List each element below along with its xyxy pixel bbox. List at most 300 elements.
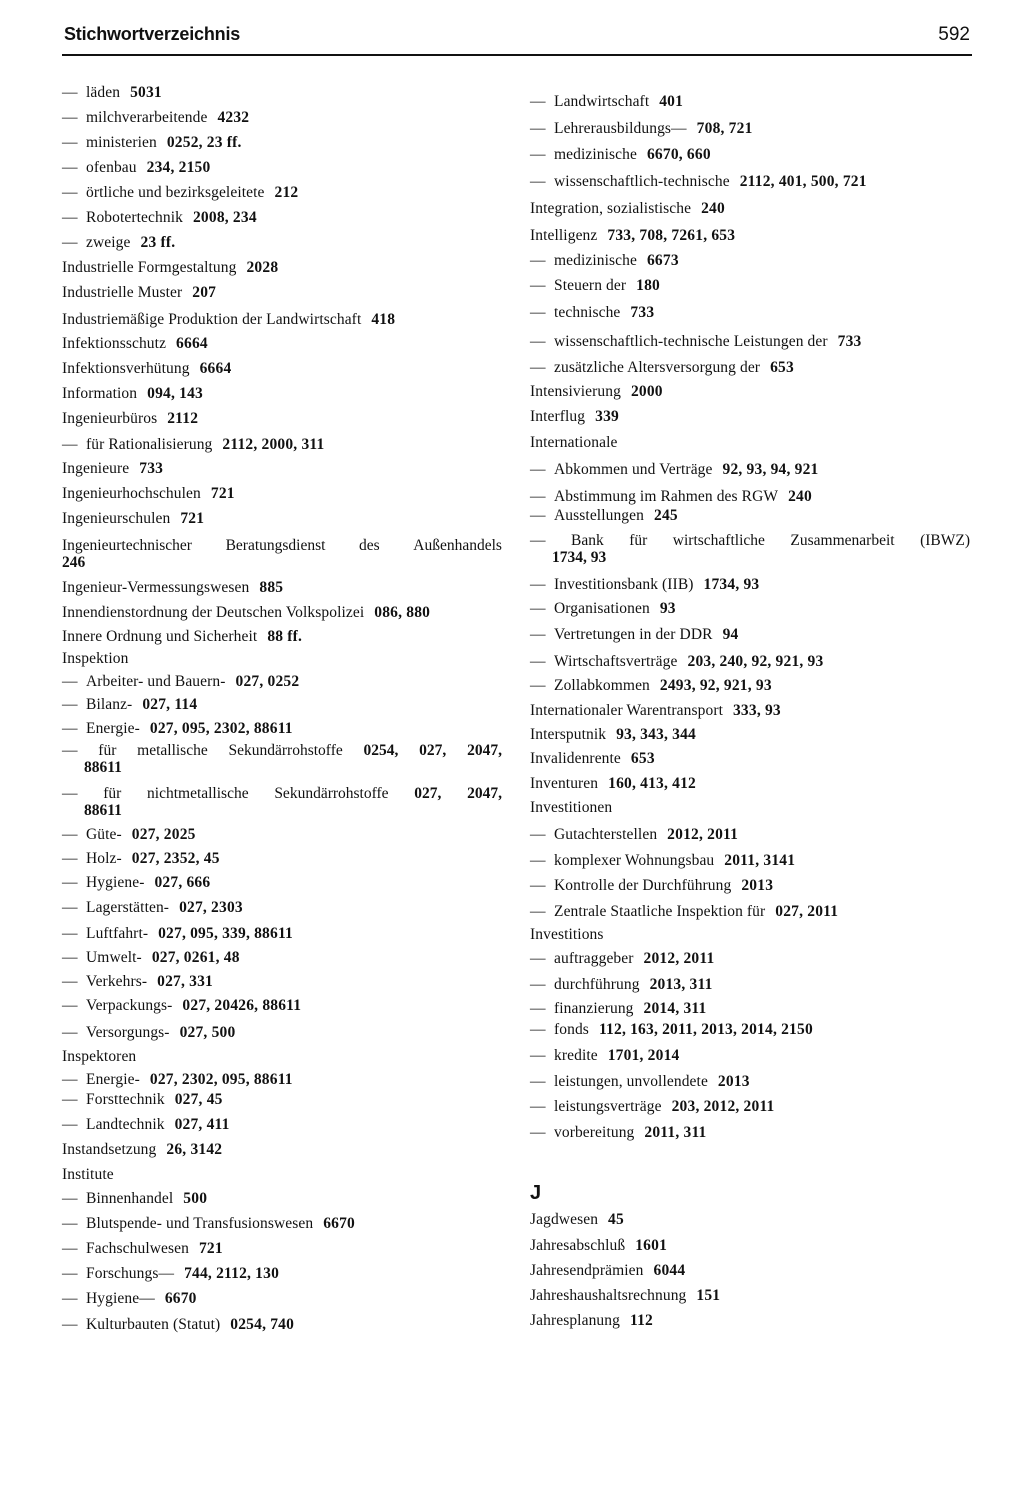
dash: — — [62, 673, 78, 690]
entry-term: Energie- — [86, 1071, 140, 1088]
index-subentry — [530, 359, 794, 376]
index-entry — [62, 510, 204, 527]
entry-ref: 203, 240, 92, 921, 93 — [687, 653, 824, 670]
entry-word: wirtschaftliche — [672, 532, 765, 549]
dash: — — [530, 507, 546, 524]
entry-term: Energie- — [86, 720, 140, 737]
entry-ref: 212 — [274, 184, 299, 201]
entry-term: örtliche und bezirksgeleitete — [86, 184, 265, 201]
dash: — — [62, 1071, 78, 1088]
index-subentry — [530, 950, 714, 967]
entry-ref: 653 — [770, 359, 794, 376]
entry-term: Forsttechnik — [86, 1091, 165, 1108]
entry-ref: 027, 2011 — [775, 903, 839, 920]
entry-ref: 027, 114 — [142, 696, 198, 713]
dash: — — [530, 1098, 546, 1115]
index-subentry — [62, 1071, 293, 1088]
dash: — — [62, 1024, 78, 1041]
index-subentry — [62, 1215, 355, 1232]
entry-ref: 0252, 23 ff. — [166, 134, 242, 151]
entry-ref: 240 — [701, 200, 725, 217]
dash: — — [530, 333, 546, 350]
index-entry — [530, 383, 663, 400]
index-subentry — [62, 436, 324, 453]
entry-ref: 027, 411 — [174, 1116, 230, 1133]
index-subentry — [530, 1073, 750, 1090]
entry-ref: 23 ff. — [140, 234, 176, 251]
entry-term: Ingenieurbüros — [62, 410, 158, 427]
index-subentry — [530, 146, 711, 163]
index-subentry — [530, 461, 819, 478]
index-subentry — [530, 507, 678, 524]
entry-ref: 240 — [788, 488, 812, 505]
entry-ref: 92, 93, 94, 921 — [722, 461, 819, 478]
entry-ref: 2011, 3141 — [724, 852, 796, 869]
entry-ref: 0254, 740 — [230, 1316, 295, 1333]
entry-term: Ingenieure — [62, 460, 130, 477]
index-subentry — [62, 1091, 223, 1108]
entry-ref: 2013 — [741, 877, 774, 894]
entry-term: Instandsetzung — [62, 1141, 157, 1158]
entry-ref: 500 — [183, 1190, 208, 1207]
index-subentry — [530, 626, 738, 643]
entry-term: Inspektion — [62, 650, 129, 667]
index-subentry — [530, 653, 823, 670]
entry-term: vorbereitung — [554, 1124, 635, 1141]
entry-term: Innendienstordnung der Deutschen Volkspolizei — [62, 604, 365, 621]
index-subentry — [530, 532, 970, 566]
entry-term: Jahresendprämien — [530, 1262, 644, 1279]
entry-term: Hygiene— — [86, 1290, 155, 1307]
entry-term: Ingenieurhochschulen — [62, 485, 201, 502]
entry-ref: 027, 2303 — [179, 899, 243, 916]
dash: — — [62, 925, 78, 942]
entry-ref: 6044 — [653, 1262, 686, 1279]
entry-word: Sekundärrohstoffe — [274, 785, 389, 802]
dash: — — [530, 576, 546, 593]
entry-word: Beratungsdienst — [225, 537, 326, 554]
dash: — — [62, 696, 78, 713]
dash: — — [62, 850, 78, 867]
index-subentry — [530, 1021, 813, 1038]
entry-ref: 027, 095, 339, 88611 — [158, 925, 294, 942]
dash: — — [62, 720, 78, 737]
entry-ref: 6670 — [164, 1290, 197, 1307]
entry-term: Jahreshaushaltsrechnung — [530, 1287, 687, 1304]
index-subentry — [530, 333, 862, 350]
entry-ref: 26, 3142 — [166, 1141, 223, 1158]
entry-ref: 086, 880 — [374, 604, 431, 621]
entry-ref: 2012, 2011 — [667, 826, 739, 843]
entry-word: 027, — [414, 785, 442, 802]
entry-term: technische — [554, 304, 621, 321]
index-entry — [530, 408, 619, 425]
entry-word: 2047, — [467, 785, 502, 802]
entry-term: Arbeiter- und Bauern- — [86, 673, 226, 690]
index-entry — [530, 434, 617, 451]
right-column — [512, 0, 1024, 1485]
index-entry — [530, 1211, 624, 1228]
entry-term: Lehrerausbildungs— — [554, 120, 687, 137]
entry-term: Ingenieur-Vermessungswesen — [62, 579, 250, 596]
dash: — — [530, 461, 546, 478]
entry-term: Infektionsschutz — [62, 335, 167, 352]
entry-term: Integration, sozialistische — [530, 200, 692, 217]
index-subentry — [530, 877, 773, 894]
entry-term: Blutspende- und Transfusionswesen — [86, 1215, 314, 1232]
entry-ref: 112 — [629, 1312, 653, 1329]
dash: — — [62, 436, 78, 453]
entry-term: Internationaler Warentransport — [530, 702, 723, 719]
entry-ref: 2013, 311 — [649, 976, 713, 993]
dash: — — [530, 826, 546, 843]
index-subentry — [62, 997, 301, 1014]
index-subentry — [62, 84, 162, 101]
entry-word: für — [98, 742, 117, 759]
entry-ref: 246 — [62, 554, 86, 571]
entry-term: Hygiene- — [86, 874, 145, 891]
index-subentry — [530, 1000, 706, 1017]
index-subentry — [62, 673, 299, 690]
entry-term: Information — [62, 385, 138, 402]
index-subentry — [62, 134, 242, 151]
entry-term: läden — [86, 84, 121, 101]
index-subentry — [62, 109, 249, 126]
entry-ref: 5031 — [130, 84, 162, 101]
entry-ref: 653 — [630, 750, 655, 767]
entry-term: Interflug — [530, 408, 586, 425]
dash: — — [62, 134, 78, 151]
entry-term: ofenbau — [86, 159, 137, 176]
entry-ref: 733 — [139, 460, 164, 477]
index-subentry — [530, 93, 683, 110]
index-entry — [62, 579, 283, 596]
entry-ref: 2112, 401, 500, 721 — [739, 173, 867, 190]
entry-ref: 4232 — [217, 109, 250, 126]
entry-term: Jagdwesen — [530, 1211, 599, 1228]
entry-term: Verkehrs- — [86, 973, 148, 990]
index-subentry — [62, 973, 213, 990]
entry-term: Infektionsverhütung — [62, 360, 190, 377]
entry-term: wissenschaftlich-technische Leistungen der — [554, 333, 828, 350]
entry-ref: 2493, 92, 921, 93 — [659, 677, 772, 694]
entry-ref: 027, 331 — [157, 973, 214, 990]
entry-word: 0254, — [363, 742, 399, 759]
index-entry — [62, 360, 231, 377]
entry-ref: 733 — [630, 304, 655, 321]
entry-ref: 027, 0252 — [235, 673, 300, 690]
index-entry — [62, 650, 128, 667]
dash: — — [530, 677, 546, 694]
entry-ref: 88611 — [84, 759, 122, 776]
entry-ref: 027, 500 — [179, 1024, 236, 1041]
dash: — — [530, 1073, 546, 1090]
dash: — — [62, 1116, 78, 1133]
dash: — — [530, 626, 546, 643]
entry-ref: 2112 — [167, 410, 199, 427]
entry-ref: 2000 — [630, 383, 663, 400]
index-entry — [62, 628, 302, 645]
entry-term: Versorgungs- — [86, 1024, 170, 1041]
dash: — — [530, 488, 546, 505]
entry-term: Bilanz- — [86, 696, 133, 713]
index-entry — [62, 1141, 222, 1158]
index-subentry — [62, 1190, 207, 1207]
entry-term: finanzierung — [554, 1000, 634, 1017]
entry-term: Steuern der — [554, 277, 627, 294]
entry-ref: 094, 143 — [147, 385, 203, 402]
entry-ref: 234, 2150 — [146, 159, 211, 176]
entry-term: Kontrolle der Durchführung — [554, 877, 732, 894]
index-entry — [62, 335, 208, 352]
entry-term: Organisationen — [554, 600, 650, 617]
entry-ref: 333, 93 — [732, 702, 781, 719]
dash: — — [62, 973, 78, 990]
dash: — — [62, 1265, 78, 1282]
entry-ref: 93, 343, 344 — [616, 726, 697, 743]
entry-term: Investitions — [530, 926, 604, 943]
entry-ref: 721 — [180, 510, 205, 527]
dash: — — [62, 209, 78, 226]
entry-term: kredite — [554, 1047, 598, 1064]
entry-term: Gutachterstellen — [554, 826, 658, 843]
index-subentry — [62, 899, 243, 916]
dash: — — [530, 600, 546, 617]
entry-word: metallische — [137, 742, 208, 759]
entry-term: durchführung — [554, 976, 640, 993]
index-entry — [530, 750, 655, 767]
dash: — — [62, 184, 78, 201]
index-entry — [62, 1166, 114, 1183]
dash: — — [62, 159, 78, 176]
index-entry — [62, 1048, 136, 1065]
index-entry — [62, 460, 163, 477]
section-letter: J — [530, 1182, 542, 1204]
entry-ref: 88611 — [84, 802, 122, 819]
entry-term: Landtechnik — [86, 1116, 165, 1133]
index-subentry — [62, 720, 293, 737]
entry-term: Landwirtschaft — [554, 93, 650, 110]
entry-word: für — [103, 785, 122, 802]
index-entry — [530, 1237, 667, 1254]
index-subentry — [530, 903, 838, 920]
entry-term: Institute — [62, 1166, 114, 1183]
index-subentry — [62, 1024, 235, 1041]
index-subentry — [530, 120, 753, 137]
entry-ref: 2112, 2000, 311 — [222, 436, 325, 453]
index-subentry — [62, 850, 220, 867]
dash: — — [62, 997, 78, 1014]
dash: — — [530, 976, 546, 993]
entry-word: Sekundärrohstoffe — [228, 742, 343, 759]
entry-word: des — [359, 537, 380, 554]
entry-ref: 027, 666 — [154, 874, 211, 891]
entry-word: nichtmetallische — [147, 785, 249, 802]
entry-ref: 027, 2352, 45 — [131, 850, 220, 867]
entry-ref: 2008, 234 — [192, 209, 257, 226]
index-subentry — [530, 304, 654, 321]
index-entry — [530, 1287, 720, 1304]
entry-term: Intelligenz — [530, 227, 598, 244]
entry-ref: 1701, 2014 — [607, 1047, 680, 1064]
dash: — — [62, 949, 78, 966]
entry-ref: 733 — [837, 333, 862, 350]
index-subentry — [530, 173, 867, 190]
entry-ref: 027, 0261, 48 — [151, 949, 240, 966]
index-subentry — [530, 600, 676, 617]
dash: — — [62, 1091, 78, 1108]
entry-ref: 2012, 2011 — [643, 950, 715, 967]
entry-ref: 1601 — [635, 1237, 668, 1254]
page-title: Stichwortverzeichnis — [64, 24, 241, 44]
entry-ref: 160, 413, 412 — [608, 775, 696, 792]
index-entry — [62, 311, 395, 328]
entry-term: Abstimmung im Rahmen des RGW — [554, 488, 779, 505]
index-subentry — [62, 925, 293, 942]
entry-ref: 339 — [595, 408, 619, 425]
entry-ref: 885 — [259, 579, 284, 596]
dash: — — [62, 826, 78, 843]
index-entry — [530, 702, 781, 719]
entry-term: ministerien — [86, 134, 157, 151]
entry-word: für — [629, 532, 648, 549]
entry-term: medizinische — [554, 146, 637, 163]
dash: — — [62, 1290, 78, 1307]
entry-ref: 027, 2025 — [131, 826, 196, 843]
entry-ref: 203, 2012, 2011 — [671, 1098, 775, 1115]
page-number: 592 — [938, 24, 970, 45]
index-entry — [530, 926, 604, 943]
dash: — — [530, 146, 546, 163]
entry-ref: 2011, 311 — [644, 1124, 707, 1141]
index-subentry — [530, 976, 713, 993]
index-subentry — [62, 696, 197, 713]
entry-ref: 6664 — [199, 360, 232, 377]
entry-ref: 2014, 311 — [643, 1000, 707, 1017]
entry-ref: 245 — [654, 507, 678, 524]
dash: — — [62, 84, 78, 101]
entry-term: fonds — [554, 1021, 589, 1038]
dash: — — [530, 1124, 546, 1141]
entry-term: Binnenhandel — [86, 1190, 174, 1207]
entry-term: Innere Ordnung und Sicherheit — [62, 628, 258, 645]
entry-term: Industrielle Muster — [62, 284, 183, 301]
entry-ref: 6670 — [323, 1215, 355, 1232]
entry-term: Invalidenrente — [530, 750, 621, 767]
entry-ref: 6664 — [176, 335, 208, 352]
index-entry — [530, 726, 696, 743]
entry-term: für Rationalisierung — [86, 436, 213, 453]
index-subentry — [62, 184, 298, 201]
index-subentry — [62, 1265, 279, 1282]
dash: — — [530, 173, 546, 190]
index-entry — [530, 227, 735, 244]
entry-ref: 721 — [210, 485, 235, 502]
index-entry — [62, 485, 235, 502]
dash: — — [62, 234, 78, 251]
index-subentry — [62, 1290, 197, 1307]
index-entry — [62, 604, 430, 621]
dash: — — [530, 852, 546, 869]
dash: — — [530, 877, 546, 894]
entry-term: Jahresabschluß — [530, 1237, 626, 1254]
entry-term: Industrielle Formgestaltung — [62, 259, 237, 276]
entry-ref: 401 — [659, 93, 684, 110]
entry-term: Robotertechnik — [86, 209, 183, 226]
entry-term: Güte- — [86, 826, 122, 843]
entry-word: — — [62, 742, 78, 759]
index-subentry — [530, 1098, 775, 1115]
index-subentry — [62, 1316, 294, 1333]
entry-term: leistungsverträge — [554, 1098, 662, 1115]
dash: — — [62, 1316, 78, 1333]
dash: — — [62, 1240, 78, 1257]
entry-term: Umwelt- — [86, 949, 142, 966]
entry-term: komplexer Wohnungsbau — [554, 852, 715, 869]
entry-term: Vertretungen in der DDR — [554, 626, 713, 643]
entry-term: wissenschaftlich-technische — [554, 173, 730, 190]
index-subentry — [530, 1124, 707, 1141]
entry-term: Zollabkommen — [554, 677, 650, 694]
index-subentry — [62, 949, 240, 966]
entry-term: zweige — [86, 234, 131, 251]
index-entry — [530, 1312, 653, 1329]
entry-term: medizinische — [554, 252, 637, 269]
entry-ref: 027, 095, 2302, 88611 — [149, 720, 293, 737]
entry-term: Investitionen — [530, 799, 613, 816]
dash: — — [530, 950, 546, 967]
index-subentry — [62, 785, 502, 819]
entry-ref: 708, 721 — [696, 120, 753, 137]
dash: — — [530, 304, 546, 321]
dash: — — [62, 109, 78, 126]
dash: — — [530, 903, 546, 920]
index-subentry — [530, 488, 812, 505]
entry-term: leistungen, unvollendete — [554, 1073, 708, 1090]
dash: — — [62, 1190, 78, 1207]
entry-ref: 6670, 660 — [646, 146, 711, 163]
entry-term: Forschungs— — [86, 1265, 175, 1282]
entry-term: Zentrale Staatliche Inspektion für — [554, 903, 766, 920]
entry-ref: 88 ff. — [267, 628, 303, 645]
index-entry — [530, 1262, 685, 1279]
entry-ref: 45 — [608, 1211, 624, 1228]
index-entry — [62, 410, 198, 427]
entry-ref: 93 — [659, 600, 676, 617]
entry-ref: 2013 — [717, 1073, 750, 1090]
index-subentry — [62, 159, 210, 176]
index-entry — [62, 537, 502, 571]
entry-word: — — [530, 532, 546, 549]
entry-word: Ingenieurtechnischer — [62, 537, 192, 554]
entry-term: Luftfahrt- — [86, 925, 149, 942]
index-subentry — [62, 826, 196, 843]
entry-ref: 6673 — [646, 252, 679, 269]
entry-word: — — [62, 785, 78, 802]
dash: — — [530, 1000, 546, 1017]
index-subentry — [530, 1047, 679, 1064]
entry-ref: 2028 — [246, 259, 279, 276]
entry-word: 2047, — [467, 742, 502, 759]
dash: — — [530, 252, 546, 269]
entry-term: Lagerstätten- — [86, 899, 170, 916]
entry-term: Holz- — [86, 850, 122, 867]
index-entry — [530, 200, 725, 217]
entry-term: Abkommen und Verträge — [554, 461, 713, 478]
entry-term: Intersputnik — [530, 726, 607, 743]
index-entry — [530, 775, 696, 792]
dash: — — [530, 277, 546, 294]
